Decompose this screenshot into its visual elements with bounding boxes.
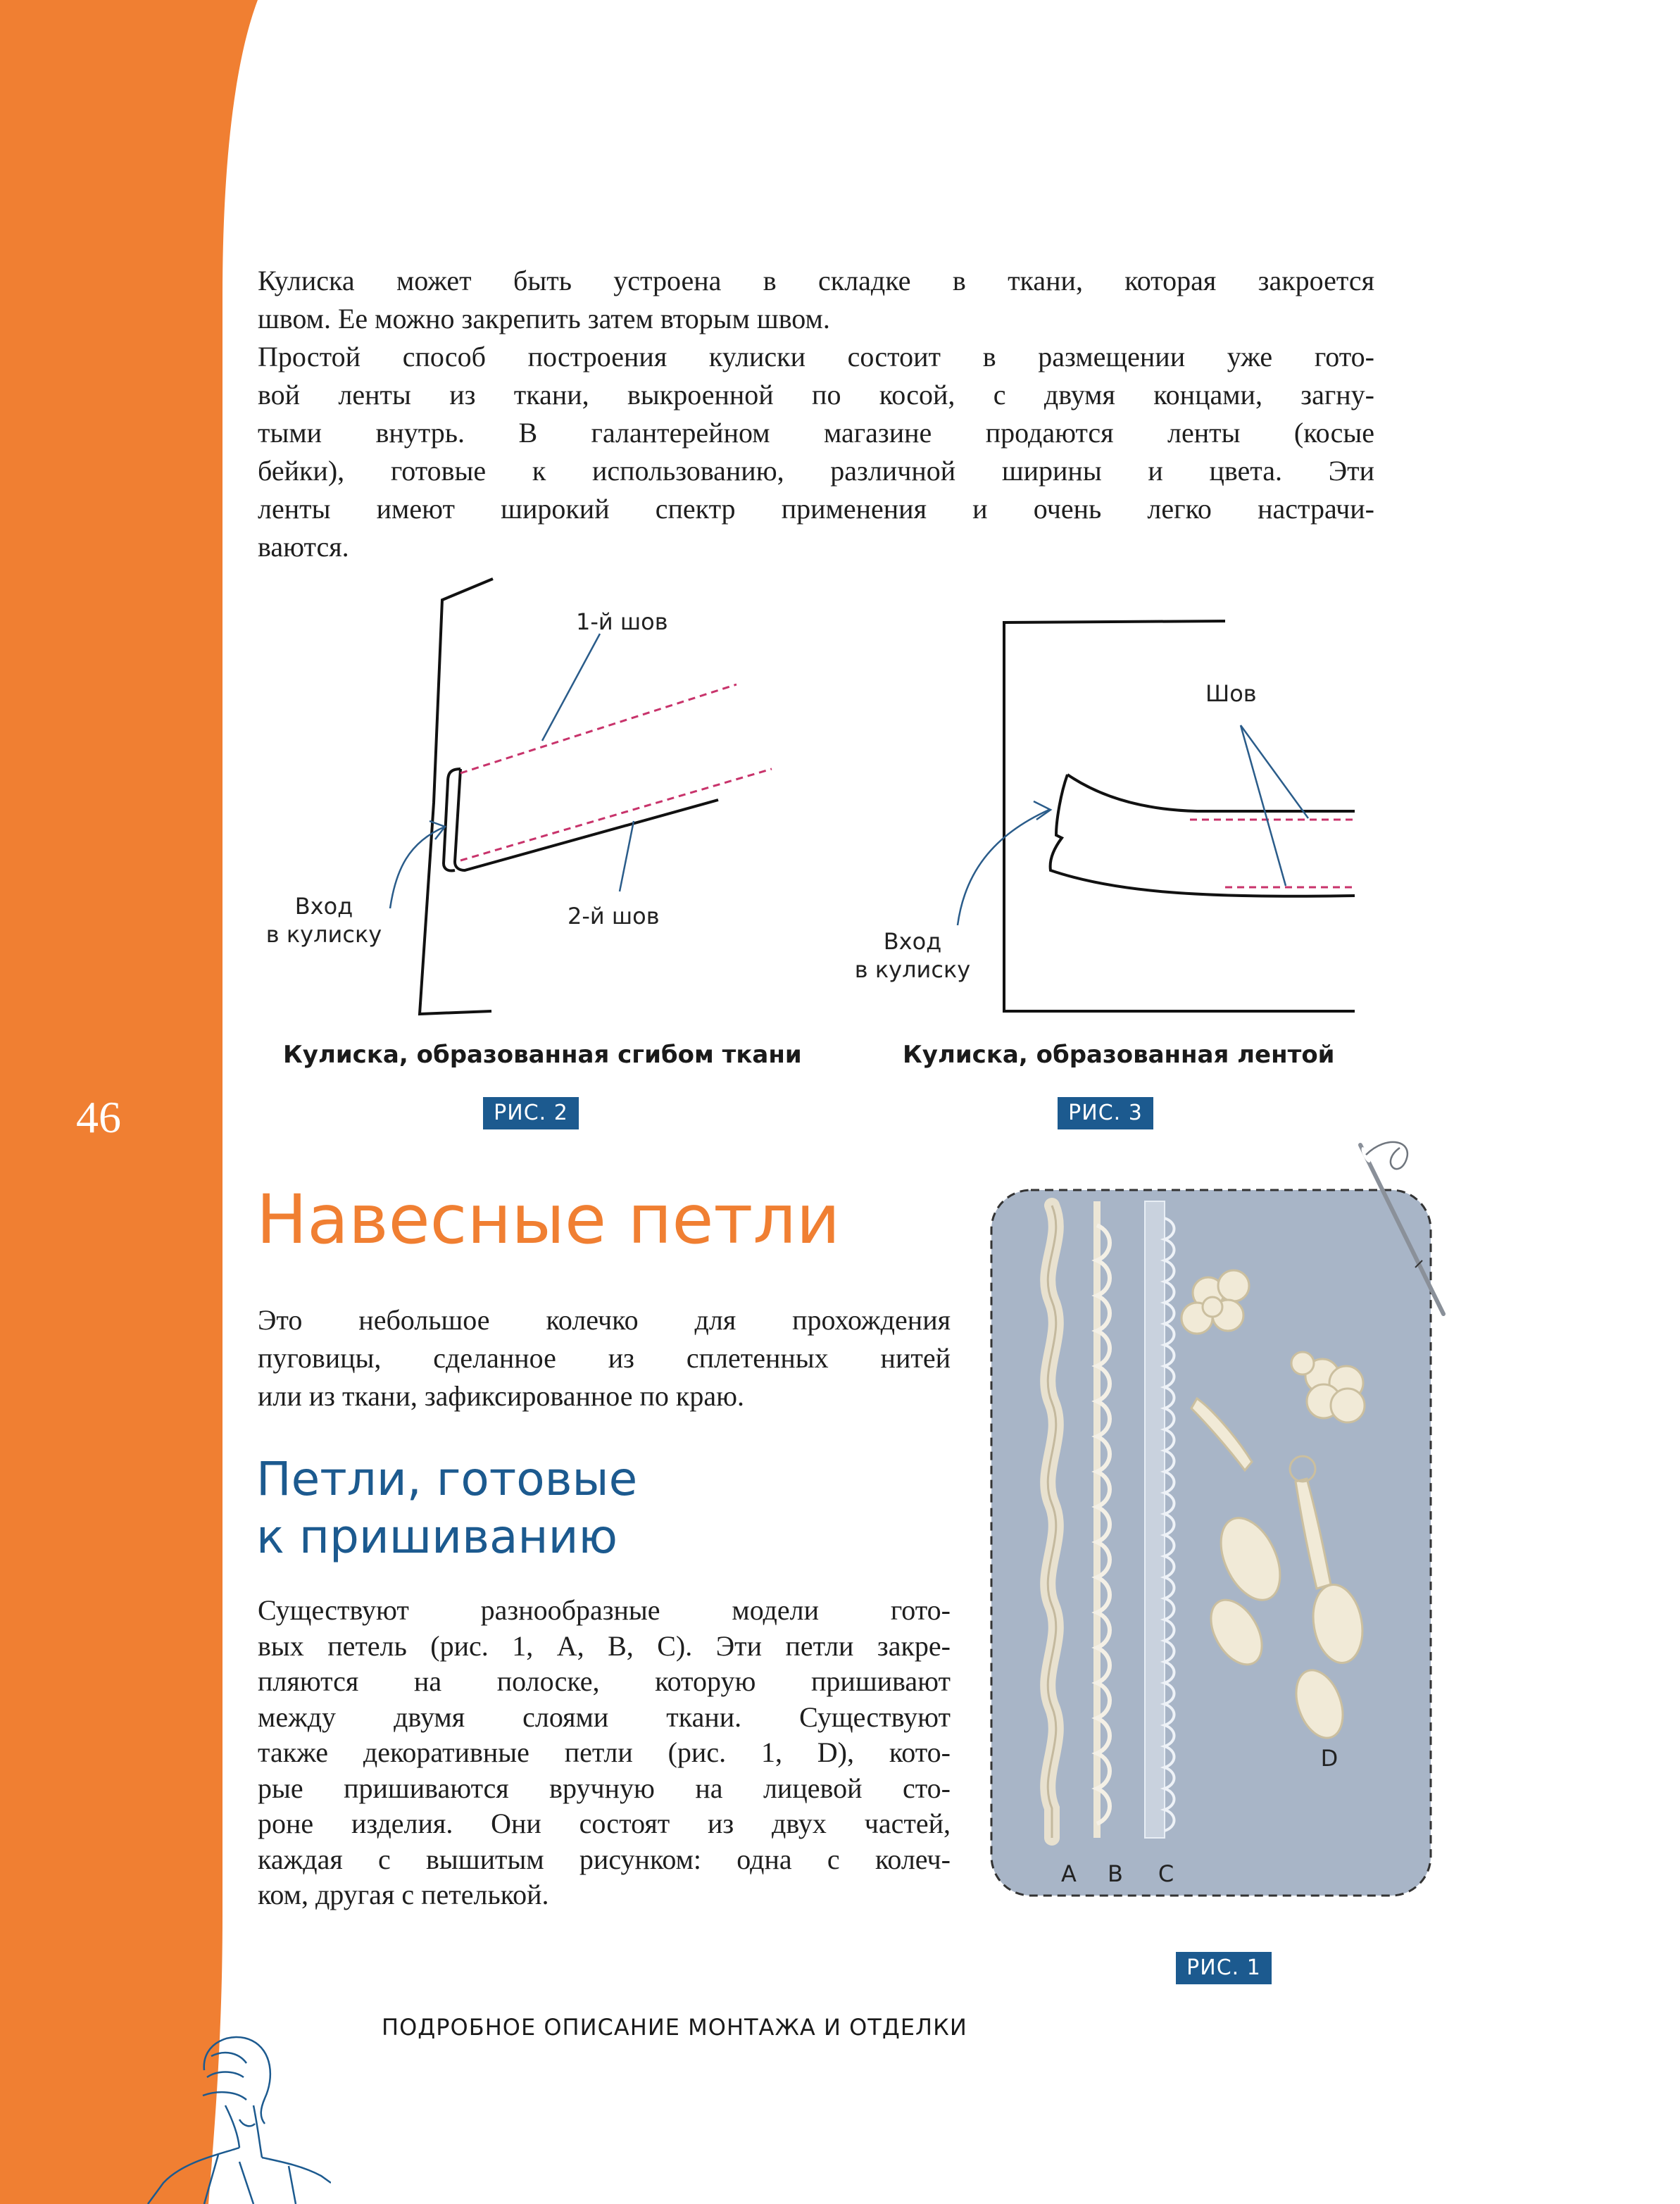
figure-3-tag: РИС. 3: [1058, 1097, 1153, 1129]
loop-tape-a: [1048, 1206, 1056, 1838]
figure-2-tag: РИС. 2: [483, 1097, 579, 1129]
subsection-title: [256, 1451, 637, 1566]
seam-1-label: 1-й шов: [576, 608, 668, 635]
tape-outline: [1004, 621, 1355, 1011]
subsection-line: роне изделия. Они состоят из двух частей,: [258, 1808, 951, 1839]
tape-b-letter: B: [1108, 1860, 1123, 1887]
intro-line: бейки), готовые к использованию, различной ширины и цвета. Эти: [258, 455, 1374, 487]
intro-line: ленты имеют широкий спектр применения и очень легко настрачи-: [258, 493, 1374, 525]
intro-line: тыми внутрь. В галантерейном магазине продаются ленты (косые: [258, 417, 1374, 449]
subsection-title-line: Петли, готовые: [256, 1452, 638, 1506]
figure-1-tag: РИС. 1: [1176, 1952, 1272, 1984]
subsection-line: рые пришиваются вручную на лицевой сто-: [258, 1772, 951, 1804]
section-line: Это небольшое колечко для прохождения: [258, 1304, 951, 1336]
seam-2-label: 2-й шов: [568, 903, 660, 929]
tape-a-letter: A: [1061, 1860, 1077, 1887]
subsection-line: также декоративные петли (рис. 1, D), кото-: [258, 1736, 951, 1768]
tape-c-letter: C: [1158, 1860, 1174, 1887]
intro-line: швом. Ее можно закрепить затем вторым швом.: [258, 303, 830, 334]
entry-label-line2: в кулиску: [854, 956, 971, 983]
subsection-title-line: к пришиванию: [256, 1510, 618, 1564]
seam-label: Шов: [1205, 680, 1257, 707]
intro-line: ваются.: [258, 531, 349, 563]
needle-icon: [1338, 1134, 1465, 1331]
subsection-paragraph: [258, 1593, 951, 1913]
intro-line: Кулиска может быть устроена в складке в ткани, которая закроется: [258, 265, 1374, 296]
seam-lines: [1190, 820, 1355, 887]
figure-3-caption: Кулиска, образованная лентой: [903, 1041, 1335, 1069]
section-line: пуговицы, сделанное из сплетенных нитей: [258, 1342, 951, 1374]
page-number: 46: [76, 1092, 121, 1142]
subsection-line: между двумя слоями ткани. Существуют: [258, 1701, 951, 1733]
entry-label-line2: в кулиску: [265, 921, 382, 948]
subsection-line: пляются на полоске, которую пришивают: [258, 1665, 951, 1697]
intro-line: вой ленты из ткани, выкроенной по косой, с двумя концами, загну-: [258, 379, 1374, 411]
figure-2-caption: Кулиска, образованная сгибом ткани: [283, 1041, 802, 1069]
intro-line: Простой способ построения кулиски состоит в размещении уже гото-: [258, 341, 1374, 372]
entry-label-line1: Вход: [294, 893, 353, 920]
closure-d-letter: D: [1320, 1745, 1339, 1772]
woman-sketch-illustration: [134, 2028, 331, 2204]
subsection-line: вых петель (рис. 1, A, B, C). Эти петли закре-: [258, 1629, 951, 1662]
section-paragraph: [258, 1301, 951, 1415]
subsection-line: Существуют разнообразные модели гото-: [258, 1594, 951, 1626]
footer-text: ПОДРОБНОЕ ОПИСАНИЕ МОНТАЖА И ОТДЕЛКИ: [382, 2014, 967, 2041]
section-title: Навесные петли: [256, 1180, 841, 1259]
entry-label-line1: Вход: [883, 928, 942, 955]
subsection-line: ком, другая с петелькой.: [258, 1879, 549, 1910]
subsection-line: каждая с вышитым рисунком: одна с колеч-: [258, 1843, 951, 1875]
section-line: или из ткани, зафиксированное по краю.: [258, 1380, 744, 1412]
